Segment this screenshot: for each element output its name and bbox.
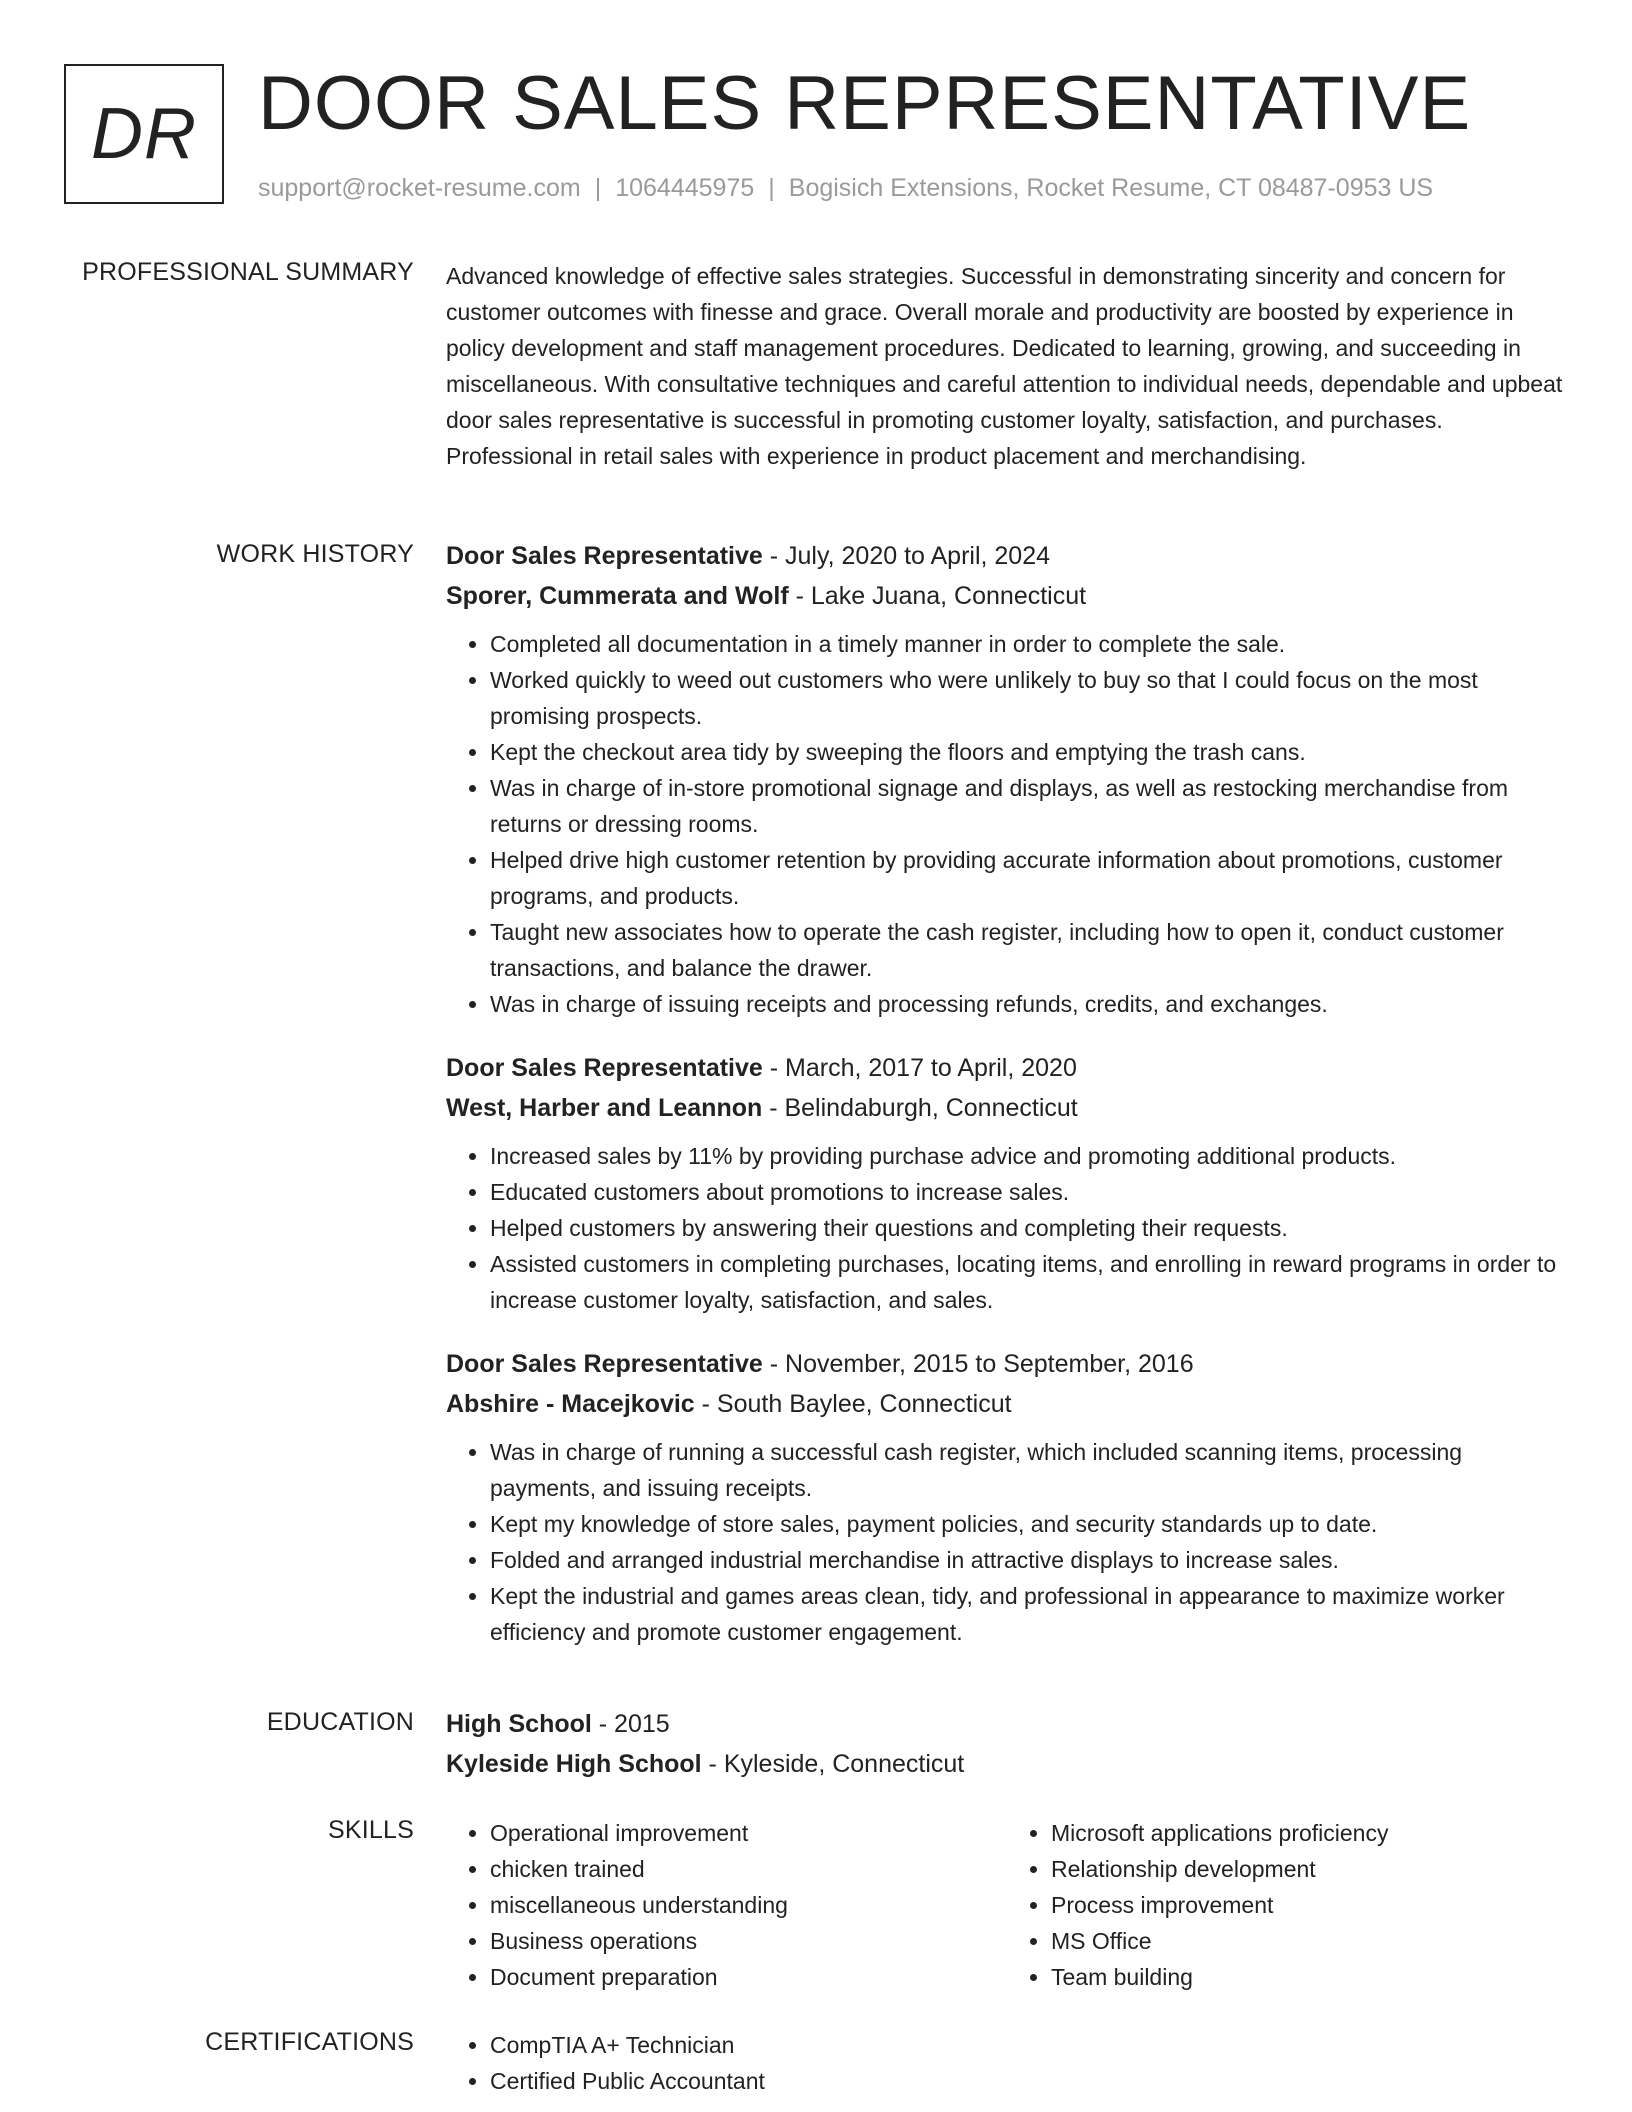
section-label-certifications: CERTIFICATIONS [205,2028,414,2056]
skill-item: • Microsoft applications proficiency [1051,1815,1568,1851]
skill-item: • Operational improvement [490,1815,1007,1851]
job-bullet: • Helped customers by answering their questions and completing their requests. [490,1210,1568,1246]
skill-item: • MS Office [1051,1923,1568,1959]
job-company-line [446,576,1568,616]
skills-list-right [1007,1815,1568,1995]
job-dates: - November, 2015 to September, 2016 [762,1350,1194,1378]
contact-address: Bogisich Extensions, Rocket Resume, CT 08487-0953 US [788,174,1434,202]
education-section [64,1708,1568,1788]
job-title-line [446,536,1568,576]
skills-list-left [446,1815,1007,1995]
certifications-section [64,2028,1568,2112]
job-bullet: • Was in charge of running a successful cash register, which included scanning items, processing payments, and issuing receipts. [490,1434,1568,1506]
job-entry [446,536,1568,1022]
skill-item: • Process improvement [1051,1887,1568,1923]
work-history-body [446,536,1568,1676]
monogram-initials: DR [91,94,197,174]
section-label-work: WORK HISTORY [216,540,414,568]
job-bullet: • Kept my knowledge of store sales, payment policies, and security standards up to date. [490,1506,1568,1542]
summary-section [64,258,1568,508]
job-location: - Belindaburgh, Connecticut [762,1094,1078,1122]
skill-item: • chicken trained [490,1851,1007,1887]
job-bullets [446,1434,1568,1650]
job-entry [446,1048,1568,1318]
job-bullet: • Increased sales by 11% by providing purchase advice and promoting additional products. [490,1138,1568,1174]
job-bullet: • Taught new associates how to operate the cash register, including how to open it, conduct customer transactions, and balance the drawer. [490,914,1568,986]
job-dates: - March, 2017 to April, 2020 [762,1054,1077,1082]
job-location: - Lake Juana, Connecticut [788,582,1087,610]
certifications-list [446,2027,1568,2099]
education-location: - Kyleside, Connecticut [701,1750,965,1778]
skills-section [64,1816,1568,2006]
job-bullet: • Worked quickly to weed out customers who were unlikely to buy so that I could focus on the most promising prospects. [490,662,1568,734]
job-bullet: • Assisted customers in completing purchases, locating items, and enrolling in reward programs in order to increase customer loyalty, satisfaction, and sales. [490,1246,1568,1318]
section-label-skills: SKILLS [328,1816,414,1844]
education-degree-line [446,1704,1568,1744]
section-label-summary: PROFESSIONAL SUMMARY [82,258,414,286]
skill-item: • Team building [1051,1959,1568,1995]
job-bullet: • Completed all documentation in a timely manner in order to complete the sale. [490,626,1568,662]
job-bullets [446,1138,1568,1318]
job-bullet: • Was in charge of issuing receipts and processing refunds, credits, and exchanges. [490,986,1568,1022]
job-bullet: • Folded and arranged industrial merchandise in attractive displays to increase sales. [490,1542,1568,1578]
education-body [446,1704,1568,1784]
job-bullet: • Helped drive high customer retention by providing accurate information about promotions, customer programs, and products. [490,842,1568,914]
job-company-line [446,1384,1568,1424]
education-year: - 2015 [591,1710,670,1738]
job-location: - South Baylee, Connecticut [694,1390,1012,1418]
skill-item: • miscellaneous understanding [490,1887,1007,1923]
job-company: Sporer, Cummerata and Wolf [446,582,789,610]
job-title-line [446,1344,1568,1384]
job-company: West, Harber and Leannon [446,1094,763,1122]
certification-item: • CompTIA A+ Technician [490,2027,1568,2063]
job-title-line [446,1048,1568,1088]
job-title: Door Sales Representative [446,542,763,570]
skills-body [446,1815,1568,1995]
education-school-line [446,1744,1568,1784]
resume-header [64,61,1568,214]
job-bullet: • Kept the checkout area tidy by sweeping the floors and emptying the trash cans. [490,734,1568,770]
summary-body [446,258,1568,474]
job-title: Door Sales Representative [446,1054,763,1082]
contact-phone: 1064445975 [615,174,755,202]
skill-item: • Document preparation [490,1959,1007,1995]
contact-email: support@rocket-resume.com [258,174,581,202]
job-bullets [446,626,1568,1022]
job-company-line [446,1088,1568,1128]
monogram-box [64,64,224,204]
education-school: Kyleside High School [446,1750,702,1778]
job-title: Door Sales Representative [446,1350,763,1378]
certifications-body [446,2027,1568,2099]
section-label-education: EDUCATION [266,1708,414,1736]
contact-line [258,174,1433,203]
job-bullet: • Kept the industrial and games areas clean, tidy, and professional in appearance to maximize worker efficiency and promote customer engagement. [490,1578,1568,1650]
skill-item: • Relationship development [1051,1851,1568,1887]
skill-item: • Business operations [490,1923,1007,1959]
job-company: Abshire - Macejkovic [446,1390,695,1418]
work-history-section [64,540,1568,1660]
resume-name: DOOR SALES REPRESENTATIVE [258,61,1472,146]
contact-separator: | [768,174,775,202]
job-bullet: • Was in charge of in-store promotional signage and displays, as well as restocking merchandise from returns or dressing rooms. [490,770,1568,842]
certification-item: • Certified Public Accountant [490,2063,1568,2099]
education-degree: High School [446,1710,592,1738]
job-bullet: • Educated customers about promotions to increase sales. [490,1174,1568,1210]
contact-separator: | [594,174,602,202]
job-dates: - July, 2020 to April, 2024 [762,542,1051,570]
summary-text: Advanced knowledge of effective sales strategies. Successful in demonstrating sincerity and concern for customer outcomes with finesse and grace. Overall morale and productivity are boosted by experience in policy development and staff management procedures. Dedicated to learning, growing, and succeeding in miscellaneous. With consultative techniques and careful attention to individual needs, dependable and upbeat door sales representative is successful in promoting customer loyalty, satisfaction, and purchases. Professional in retail sales with experience in product placement and merchandising. [446,263,1563,469]
job-entry [446,1344,1568,1650]
